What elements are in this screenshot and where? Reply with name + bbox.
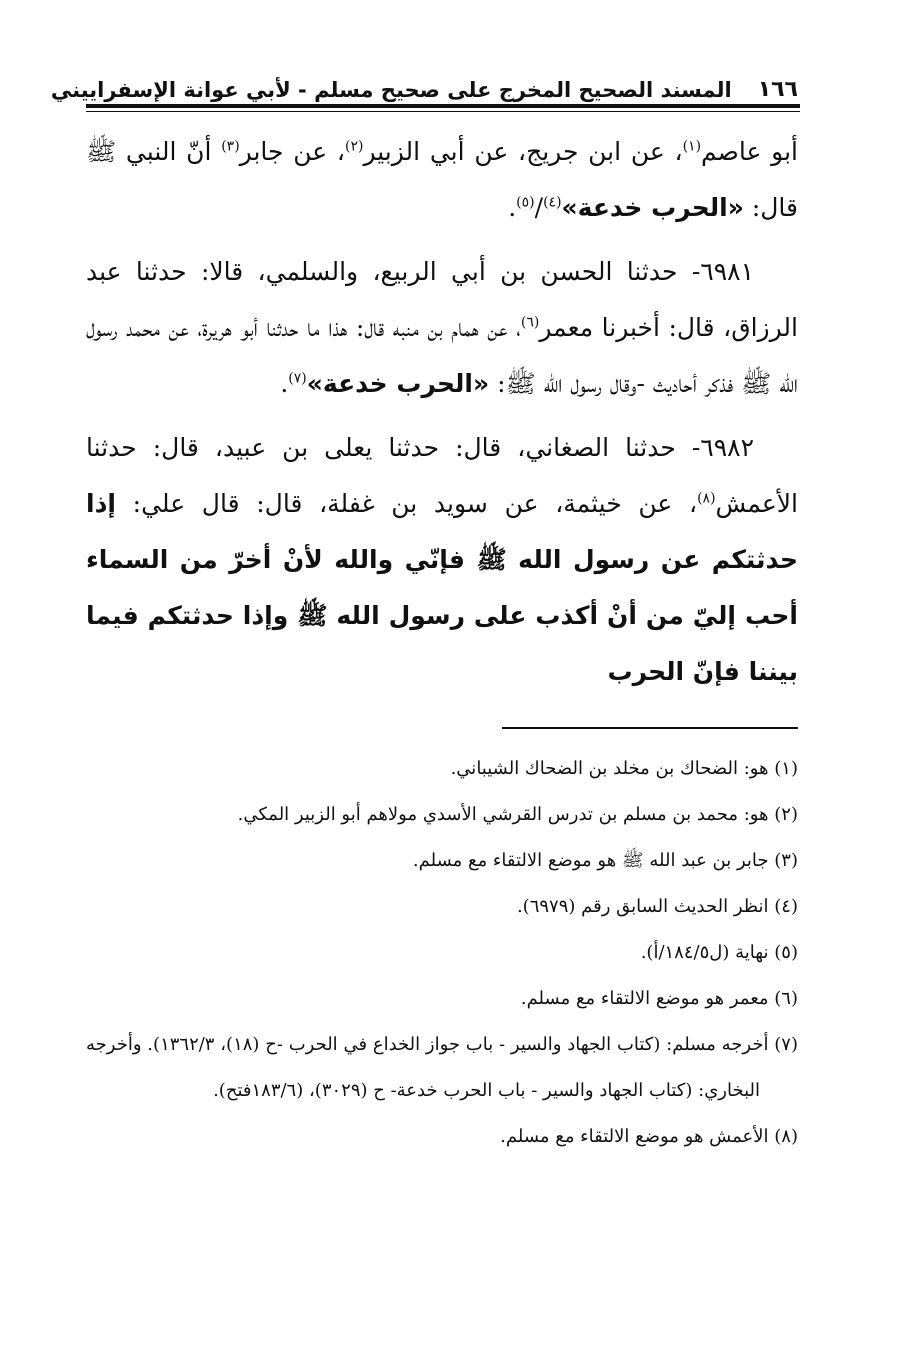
footnote-ref: (٥) xyxy=(516,194,535,211)
footnote-ref: (٣) xyxy=(221,138,240,155)
text: ٦٩٨١- حدثنا الحسن بن أبي الربيع، والسلمي، قالا: حدثنا عبد الرزاق، قال: أخبرنا معمر xyxy=(86,257,798,342)
header-rule-thin xyxy=(86,111,800,112)
text: ، عن همام بن منبه قال: هذا ما حدثنا أبو هريرة، عن محمد رسول الله ﷺ فذكر أحاديث -وقال رسول الله ﷺ: xyxy=(86,313,798,398)
text: . xyxy=(280,369,289,398)
footnote-2: (٢) هو: محمد بن مسلم بن تدرس القرشي الأسدي مولاهم أبو الزبير المكي. xyxy=(237,804,798,825)
footnote-ref: (٤) xyxy=(543,194,562,211)
main-text xyxy=(86,124,798,700)
footnote-5: (٥) نهاية (ل١٨٤/٥/أ). xyxy=(640,942,798,963)
hadith-quote: إذا حدثتكم عن رسول الله ﷺ فإنّي والله لأنْ أخرّ من السماء أحب إليّ من أنْ أكذب على رسول الله ﷺ وإذا حدثتكم فيما بيننا فإنّ الحرب xyxy=(86,489,798,686)
footnote-separator xyxy=(502,727,798,729)
footnote-4: (٤) انظر الحديث السابق رقم (٦٩٧٩). xyxy=(516,896,798,917)
footnote-ref: (٧) xyxy=(288,370,307,387)
footnote-ref: (٢) xyxy=(344,138,364,155)
text: . xyxy=(508,193,517,222)
hadith-quote: «الحرب خدعة» xyxy=(561,193,744,222)
footnote-1: (١) هو: الضحاك بن مخلد بن الضحاك الشيباني. xyxy=(450,758,798,779)
footnote-8: (٨) الأعمش هو موضع الالتقاء مع مسلم. xyxy=(500,1126,798,1147)
footnotes xyxy=(86,746,798,1160)
footnote-7: (٧) أخرجه مسلم: (كتاب الجهاد والسير - باب جواز الخداع في الحرب -ح (١٨)، ١٣٦٢/٣). وأخرجه البخاري: (كتاب الجهاد والسير - باب الحرب خدعة- ح (٣٠٢٩)، (١٨٣/٦فتح). xyxy=(86,1034,798,1101)
footnote-3: (٣) جابر بن عبد الله ﷺ هو موضع الالتقاء مع مسلم. xyxy=(412,850,798,871)
text: ٦٩٨٢- حدثنا الصغاني، قال: حدثنا يعلى بن عبيد، قال: حدثنا الأعمش xyxy=(86,433,798,518)
footnote-6: (٦) معمر هو موضع الالتقاء مع مسلم. xyxy=(520,988,798,1009)
text: ، عن جابر xyxy=(239,137,345,166)
text: ، عن خيثمة، عن سويد بن غفلة، قال: قال علي: xyxy=(115,489,698,518)
text: ، عن ابن جريج، عن أبي الزبير xyxy=(363,137,683,166)
paragraph-1 xyxy=(86,124,798,236)
footnote-ref: (١) xyxy=(682,138,702,155)
text: أنّ النبي ﷺ قال: xyxy=(86,137,798,222)
page-number: ١٦٦ xyxy=(757,77,798,102)
running-header xyxy=(50,70,798,102)
hadith-quote: «الحرب خدعة» xyxy=(306,369,490,398)
footnote-ref: (٦) xyxy=(520,314,540,331)
paragraph-6981 xyxy=(86,244,798,412)
paragraph-6982 xyxy=(86,420,798,700)
header-rule-thick xyxy=(86,104,800,108)
text: / xyxy=(534,193,544,222)
footnote-ref: (٨) xyxy=(697,490,716,507)
running-title: المسند الصحيح المخرج على صحيح مسلم - لأبي عوانة الإسفراييني xyxy=(50,78,732,102)
text: أبو عاصم xyxy=(701,137,799,166)
